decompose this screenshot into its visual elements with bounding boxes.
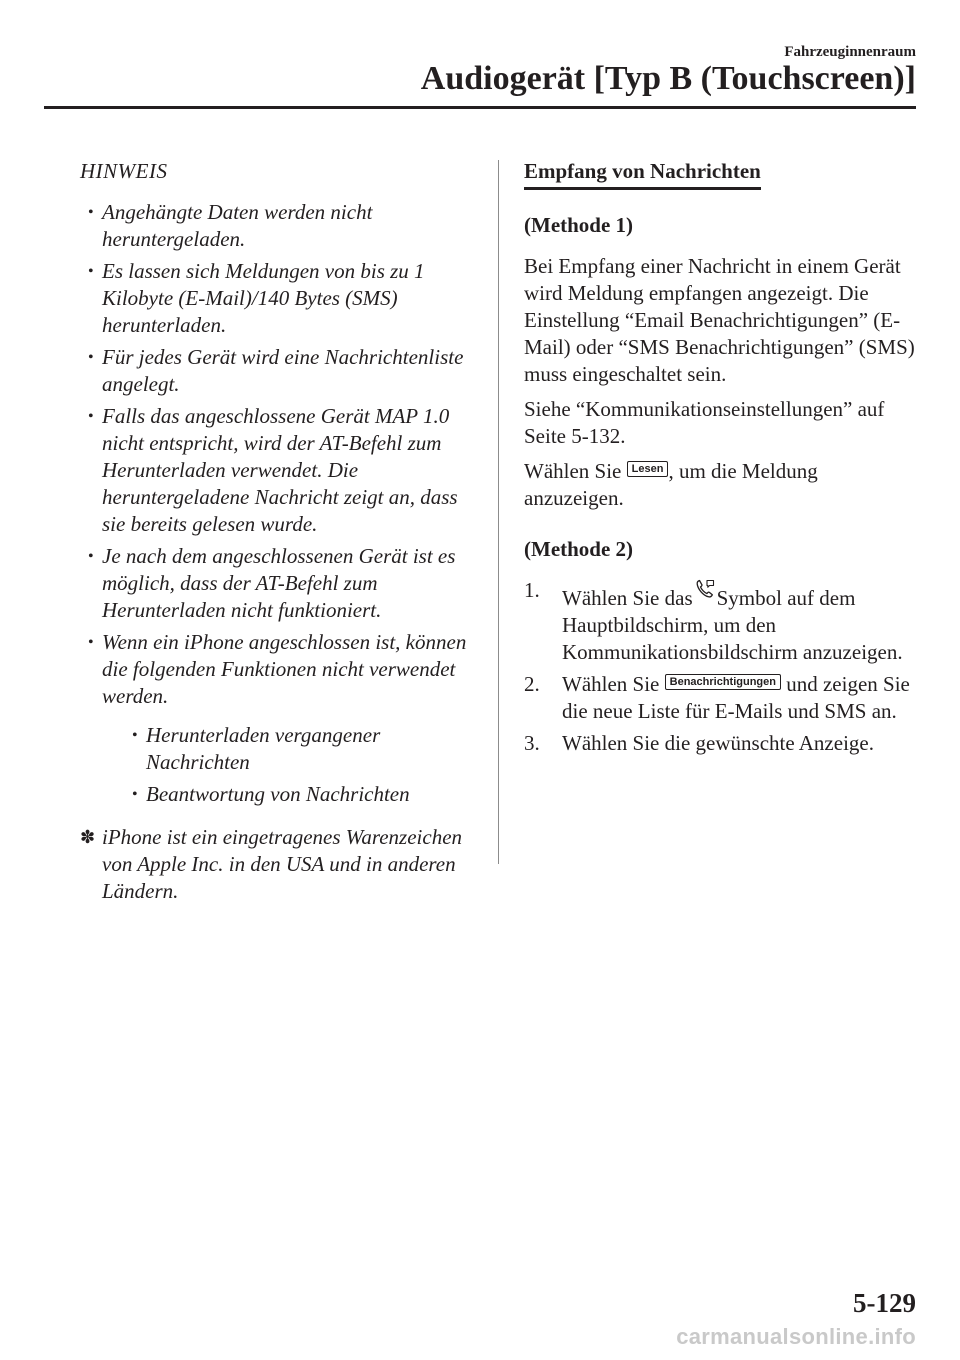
receive-section	[524, 158, 920, 762]
step-item	[524, 730, 920, 757]
step-text-before: Wählen Sie das	[562, 586, 693, 610]
note-item-text: Falls das angeschlossene Gerät MAP 1.0 nicht entspricht, wird der AT-Befehl zum Herunterladen verwendet. Die heruntergeladene Nachricht zeigt an, dass sie bereits gelesen wurde.	[102, 404, 458, 536]
step-item	[524, 577, 920, 666]
step-text-after: und zeigen Sie die neue Liste für E-Mails und SMS an.	[562, 672, 910, 723]
page-number: 5-129	[853, 1288, 916, 1318]
step-number: 3.	[524, 731, 540, 755]
note-item-text: Angehängte Daten werden nicht heruntergeladen.	[102, 200, 373, 251]
lesen-button: Lesen	[627, 461, 669, 477]
bullet-icon: •	[88, 634, 94, 651]
step-item	[524, 671, 920, 725]
note-item	[80, 629, 480, 808]
select-prefix: Wählen Sie	[524, 459, 622, 483]
bullet-icon: •	[88, 263, 94, 280]
note-item	[80, 543, 480, 624]
step-number: 2.	[524, 672, 540, 696]
page-title: Audiogerät [Typ B (Touchscreen)]	[420, 60, 916, 97]
trademark-footnote	[80, 824, 480, 905]
note-item-text: Für jedes Gerät wird eine Nachrichtenliste angelegt.	[102, 345, 464, 396]
select-suffix: , um die Meldung anzuzeigen.	[524, 459, 818, 510]
footnote-asterisk-icon: ✽	[80, 827, 96, 847]
note-item	[80, 403, 480, 538]
phone-icon	[693, 577, 717, 601]
note-item	[80, 258, 480, 339]
note-sub-item-text: Herunterladen vergangener Nachrichten	[146, 723, 381, 774]
note-item	[80, 344, 480, 398]
note-box	[80, 158, 480, 905]
header-section-label: Fahrzeuginnenraum	[784, 44, 916, 60]
step-text-after: Symbol auf dem Hauptbildschirm, um den Kommunikationsbildschirm anzuzeigen.	[562, 586, 903, 664]
step-number: 1.	[524, 578, 540, 602]
method2-steps	[524, 577, 920, 757]
note-heading: HINWEIS	[80, 159, 168, 183]
watermark-text: carmanualsonline.info	[676, 1324, 916, 1349]
header-rule	[44, 106, 916, 109]
step-text: Wählen Sie die gewünschte Anzeige.	[562, 731, 874, 755]
bullet-icon: •	[132, 786, 138, 803]
note-list	[80, 199, 480, 808]
bullet-icon: •	[88, 349, 94, 366]
footnote-text: iPhone ist ein eingetragenes Warenzeichen von Apple Inc. in den USA und in anderen Ländern.	[102, 825, 463, 903]
cross-reference: Siehe “Kommunikationseinstellungen” auf Seite 5-132.	[524, 397, 885, 448]
bullet-icon: •	[88, 408, 94, 425]
benachrichtigungen-button: Benachrichtigungen	[665, 674, 781, 690]
bullet-icon: •	[132, 727, 138, 744]
bullet-icon: •	[88, 548, 94, 565]
note-item	[80, 199, 480, 253]
note-item-text: Wenn ein iPhone angeschlossen ist, können die folgenden Funktionen nicht verwendet werden.	[102, 630, 467, 708]
step-text-before: Wählen Sie	[562, 672, 660, 696]
note-sub-list	[102, 722, 480, 808]
note-sub-item	[124, 722, 480, 776]
bullet-icon: •	[88, 204, 94, 221]
method1-heading: (Methode 1)	[524, 213, 634, 237]
note-sub-item	[124, 781, 480, 808]
note-sub-item-text: Beantwortung von Nachrichten	[146, 782, 410, 806]
section-heading: Empfang von Nachrichten	[524, 158, 761, 190]
note-item-text: Es lassen sich Meldungen von bis zu 1 Kilobyte (E-Mail)/140 Bytes (SMS) herunterladen.	[102, 259, 425, 337]
note-item-text: Je nach dem angeschlossenen Gerät ist es möglich, dass der AT-Befehl zum Herunterladen nicht funktioniert.	[102, 544, 456, 622]
column-divider	[498, 160, 499, 864]
select-read-instruction	[524, 458, 920, 512]
method1-paragraph: Bei Empfang einer Nachricht in einem Gerät wird Meldung empfangen angezeigt. Die Einstellung “Email Benachrichtigungen” (E-Mail) oder “SMS Benachrichtigungen” (SMS) muss eingeschaltet sein.	[524, 254, 915, 386]
method2-heading: (Methode 2)	[524, 537, 634, 561]
